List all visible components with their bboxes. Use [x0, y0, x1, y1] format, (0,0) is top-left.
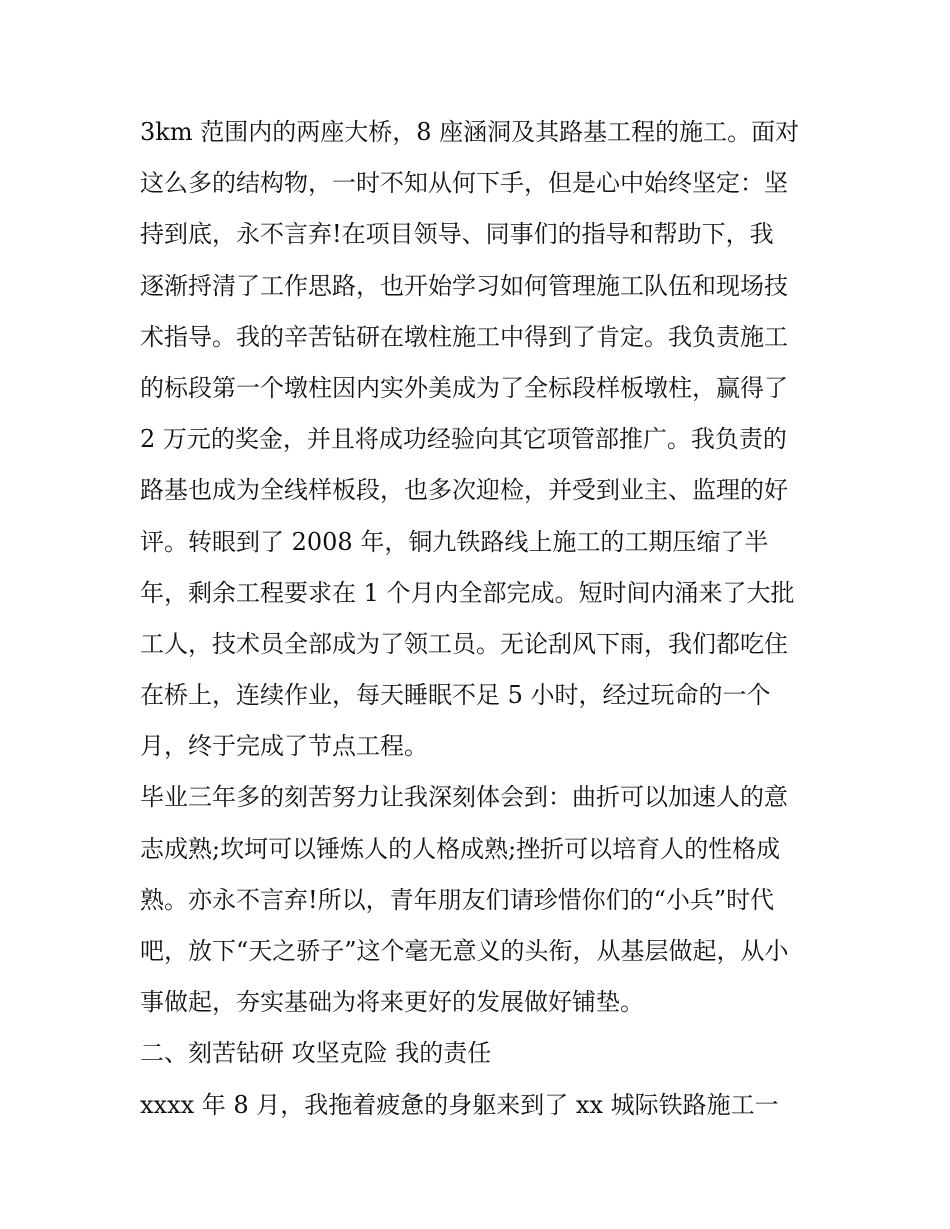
text-line: 术指导。我的辛苦钻研在墩柱施工中得到了肯定。我负责施工 — [140, 322, 788, 351]
document-body — [140, 107, 830, 1131]
text-line: 的标段第一个墩柱因内实外美成为了全标段样板墩柱，赢得了 — [140, 373, 788, 402]
text-line: 年，剩余工程要求在 1 个月内全部完成。短时间内涌来了大批 — [140, 578, 795, 607]
text-line: 持到底，永不言弃!在项目领导、同事们的指导和帮助下，我 — [140, 220, 774, 249]
text-line: 熟。亦永不言弃!所以，青年朋友们请珍惜你们的“小兵”时代 — [140, 885, 775, 914]
text-line: 逐渐捋清了工作思路，也开始学习如何管理施工队伍和现场技 — [140, 271, 788, 300]
text-line: 在桥上，连续作业，每天睡眠不足 5 小时，经过玩命的一个 — [140, 681, 771, 710]
text-line: 评。转眼到了 2008 年，铜九铁路线上施工的工期压缩了半 — [140, 527, 769, 556]
text-line: 吧，放下“天之骄子”这个毫无意义的头衔，从基层做起，从小 — [140, 937, 789, 965]
section-heading: 二、刻苦钻研 攻坚克险 我的责任 — [140, 1039, 492, 1068]
text-line: 3km 范围内的两座大桥，8 座涵洞及其路基工程的施工。面对 — [140, 118, 800, 146]
text-line: 毕业三年多的刻苦努力让我深刻体会到：曲折可以加速人的意 — [140, 783, 788, 812]
text-line: 路基也成为全线样板段，也多次迎检，并受到业主、监理的好 — [140, 476, 788, 505]
text-line: 2 万元的奖金，并且将成功经验向其它项管部推广。我负责的 — [140, 425, 787, 454]
text-line: 这么多的结构物，一时不知从何下手，但是心中始终坚定：坚 — [140, 169, 788, 198]
text-line: 事做起，夯实基础为将来更好的发展做好铺垫。 — [140, 988, 644, 1017]
text-line: xxxx 年 8 月，我拖着疲惫的身躯来到了 xx 城际铁路施工一 — [140, 1090, 779, 1119]
text-line: 月，终于完成了节点工程。 — [140, 732, 428, 761]
text-line: 志成熟;坎坷可以锤炼人的人格成熟;挫折可以培育人的性格成 — [140, 834, 781, 863]
text-line: 工人，技术员全部成为了领工员。无论刮风下雨，我们都吃住 — [140, 629, 788, 658]
